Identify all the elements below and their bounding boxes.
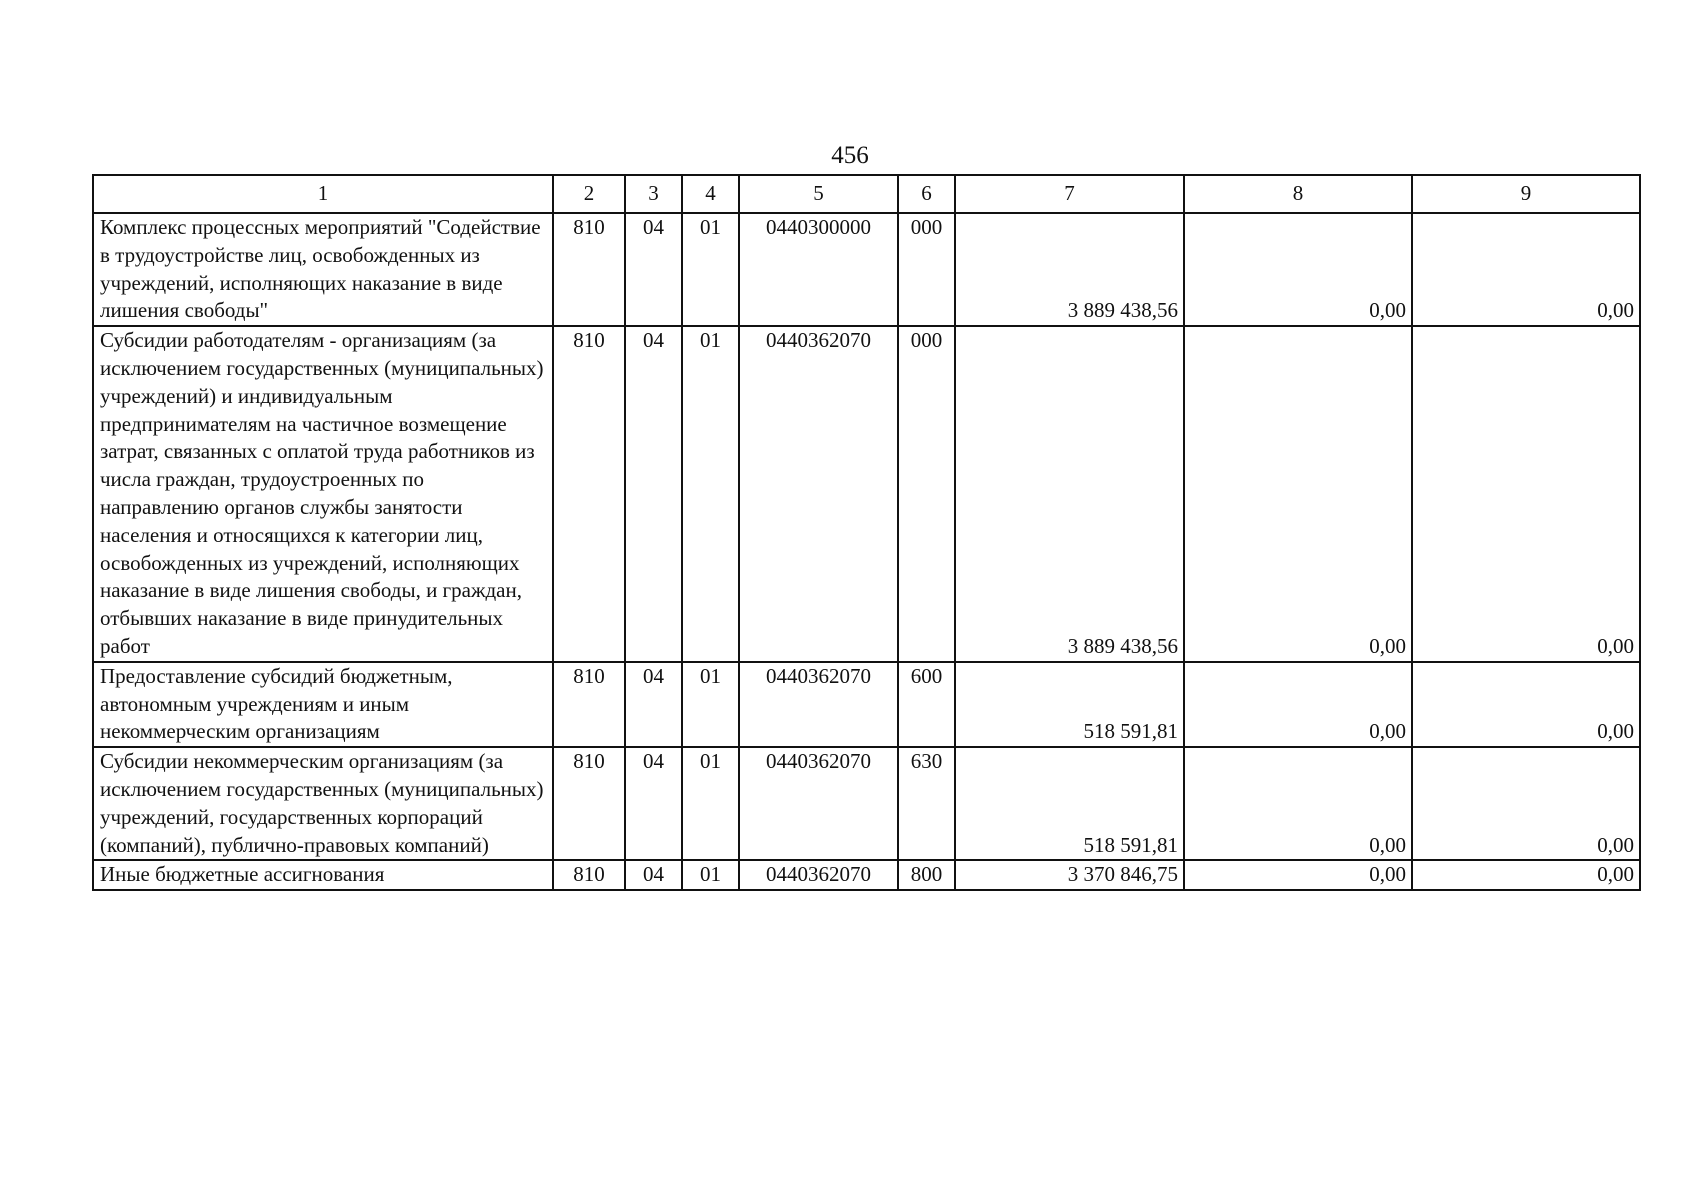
- code-cell: 0440300000: [739, 213, 898, 326]
- code-cell: 0440362070: [739, 747, 898, 860]
- budget-table: [92, 174, 1641, 891]
- code-cell: 04: [625, 860, 682, 890]
- code-cell: 01: [682, 662, 739, 747]
- table-header-row: [93, 175, 1640, 213]
- header-cell: 1: [93, 175, 553, 213]
- code-cell: 600: [898, 662, 955, 747]
- amount-cell: 3 889 438,56: [955, 326, 1184, 662]
- code-cell: 04: [625, 213, 682, 326]
- code-cell: 000: [898, 326, 955, 662]
- code-cell: 0440362070: [739, 326, 898, 662]
- table-row: [93, 213, 1640, 326]
- row-name: Комплекс процессных мероприятий "Содействие в трудоустройстве лиц, освобожденных из учреждений, исполняющих наказание в виде лишения свободы": [93, 213, 553, 326]
- amount-cell: 0,00: [1412, 747, 1640, 860]
- code-cell: 810: [553, 326, 625, 662]
- header-cell: 3: [625, 175, 682, 213]
- amount-cell: 0,00: [1184, 860, 1412, 890]
- amount-cell: 518 591,81: [955, 662, 1184, 747]
- code-cell: 04: [625, 662, 682, 747]
- code-cell: 810: [553, 860, 625, 890]
- code-cell: 04: [625, 326, 682, 662]
- amount-cell: 3 889 438,56: [955, 213, 1184, 326]
- header-cell: 5: [739, 175, 898, 213]
- code-cell: 01: [682, 747, 739, 860]
- amount-cell: 0,00: [1412, 326, 1640, 662]
- amount-cell: 0,00: [1412, 213, 1640, 326]
- code-cell: 630: [898, 747, 955, 860]
- page-number: 456: [831, 142, 869, 169]
- code-cell: 0440362070: [739, 662, 898, 747]
- row-name: Субсидии некоммерческим организациям (за исключением государственных (муниципальных) учреждений, государственных корпораций (компаний), публично-правовых компаний): [93, 747, 553, 860]
- row-name: Иные бюджетные ассигнования: [93, 860, 553, 890]
- code-cell: 800: [898, 860, 955, 890]
- code-cell: 04: [625, 747, 682, 860]
- header-cell: 7: [955, 175, 1184, 213]
- header-cell: 4: [682, 175, 739, 213]
- amount-cell: 518 591,81: [955, 747, 1184, 860]
- table-row: [93, 662, 1640, 747]
- header-cell: 2: [553, 175, 625, 213]
- table-row: [93, 747, 1640, 860]
- amount-cell: 3 370 846,75: [955, 860, 1184, 890]
- code-cell: 810: [553, 747, 625, 860]
- header-cell: 8: [1184, 175, 1412, 213]
- row-name: Субсидии работодателям - организациям (за исключением государственных (муниципальных) учреждений) и индивидуальным предпринимателям на частичное возмещение затрат, связанных с оплатой труда работников из числа граждан, трудоустроенных по направлению органов службы занятости населения и относящихся к категории лиц, освобожденных из учреждений, исполняющих наказание в виде лишения свободы, и граждан, отбывших наказание в виде принудительных работ: [93, 326, 553, 662]
- amount-cell: 0,00: [1184, 213, 1412, 326]
- code-cell: 0440362070: [739, 860, 898, 890]
- amount-cell: 0,00: [1184, 747, 1412, 860]
- row-name: Предоставление субсидий бюджетным, автономным учреждениям и иным некоммерческим организациям: [93, 662, 553, 747]
- amount-cell: 0,00: [1184, 326, 1412, 662]
- header-cell: 9: [1412, 175, 1640, 213]
- header-cell: 6: [898, 175, 955, 213]
- code-cell: 810: [553, 662, 625, 747]
- amount-cell: 0,00: [1412, 860, 1640, 890]
- table-row: [93, 326, 1640, 662]
- amount-cell: 0,00: [1184, 662, 1412, 747]
- code-cell: 01: [682, 860, 739, 890]
- code-cell: 810: [553, 213, 625, 326]
- table-row: [93, 860, 1640, 890]
- amount-cell: 0,00: [1412, 662, 1640, 747]
- code-cell: 000: [898, 213, 955, 326]
- code-cell: 01: [682, 326, 739, 662]
- code-cell: 01: [682, 213, 739, 326]
